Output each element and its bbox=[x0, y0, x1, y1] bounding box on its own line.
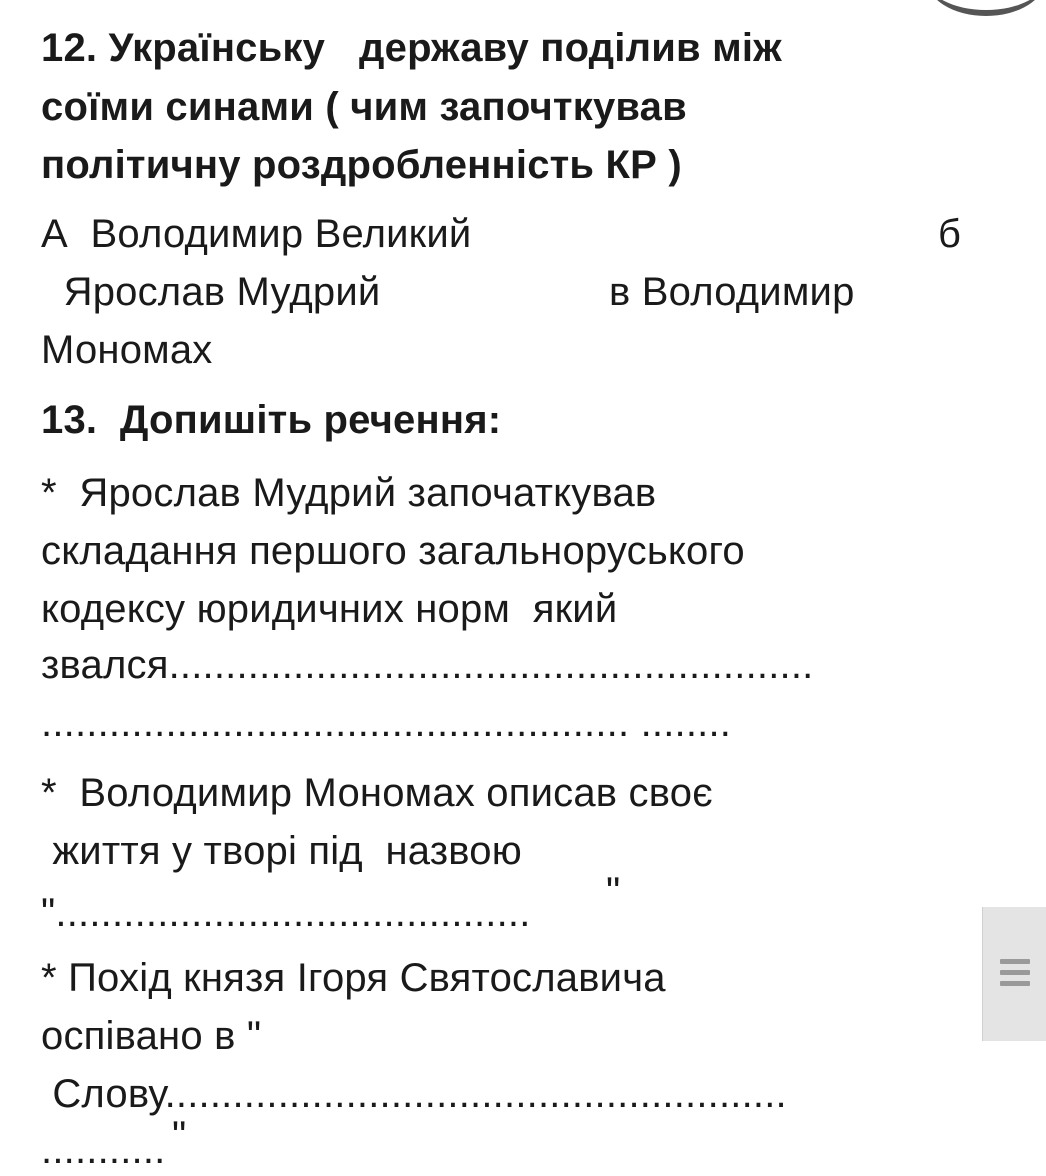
question-13-title: 13. Допишіть речення: bbox=[41, 398, 502, 442]
sentence-1-line-1: * Ярослав Мудрий започаткував bbox=[41, 471, 657, 515]
sentence-3-line-3: Слову....................................................... bbox=[41, 1072, 787, 1116]
sentence-2-line-1: * Володимир Мономах описав своє bbox=[41, 771, 713, 815]
sentence-3-line-1: * Похід князя Ігоря Святославича bbox=[41, 956, 666, 1000]
sentence-1-line-2: складання першого загальноруського bbox=[41, 529, 745, 573]
sentence-2-closing-quote: " bbox=[606, 870, 621, 914]
sentence-3-closing-quote: " bbox=[172, 1114, 187, 1158]
option-b-letter: б bbox=[938, 212, 962, 256]
top-edge-curve bbox=[926, 0, 1046, 16]
sentence-1-blank-line: .................................................... ........ bbox=[41, 701, 732, 745]
option-v-continued: Мономах bbox=[41, 328, 213, 372]
sentence-3-line-2: оспівано в " bbox=[41, 1014, 262, 1058]
question-12-line-2: соїми синами ( чим започткував bbox=[41, 85, 687, 129]
option-a: А Володимир Великий bbox=[41, 212, 472, 256]
sentence-1-line-4: звался......................................................... bbox=[41, 643, 814, 687]
sentence-3-blank-line: ........... bbox=[41, 1128, 166, 1172]
sentence-1-line-3: кодексу юридичних норм який bbox=[41, 587, 618, 631]
sentence-2-line-2: життя у творі під назвою bbox=[41, 829, 522, 873]
question-12-line-1: 12. Українську державу поділив між bbox=[41, 26, 782, 70]
sentence-2-blank-line: ".......................................... bbox=[41, 891, 531, 935]
option-b-text: Ярослав Мудрий bbox=[41, 270, 381, 314]
scroll-handle[interactable] bbox=[982, 907, 1046, 1041]
question-12-line-3: політичну роздробленність КР ) bbox=[41, 143, 682, 187]
option-v: в Володимир bbox=[609, 270, 855, 314]
